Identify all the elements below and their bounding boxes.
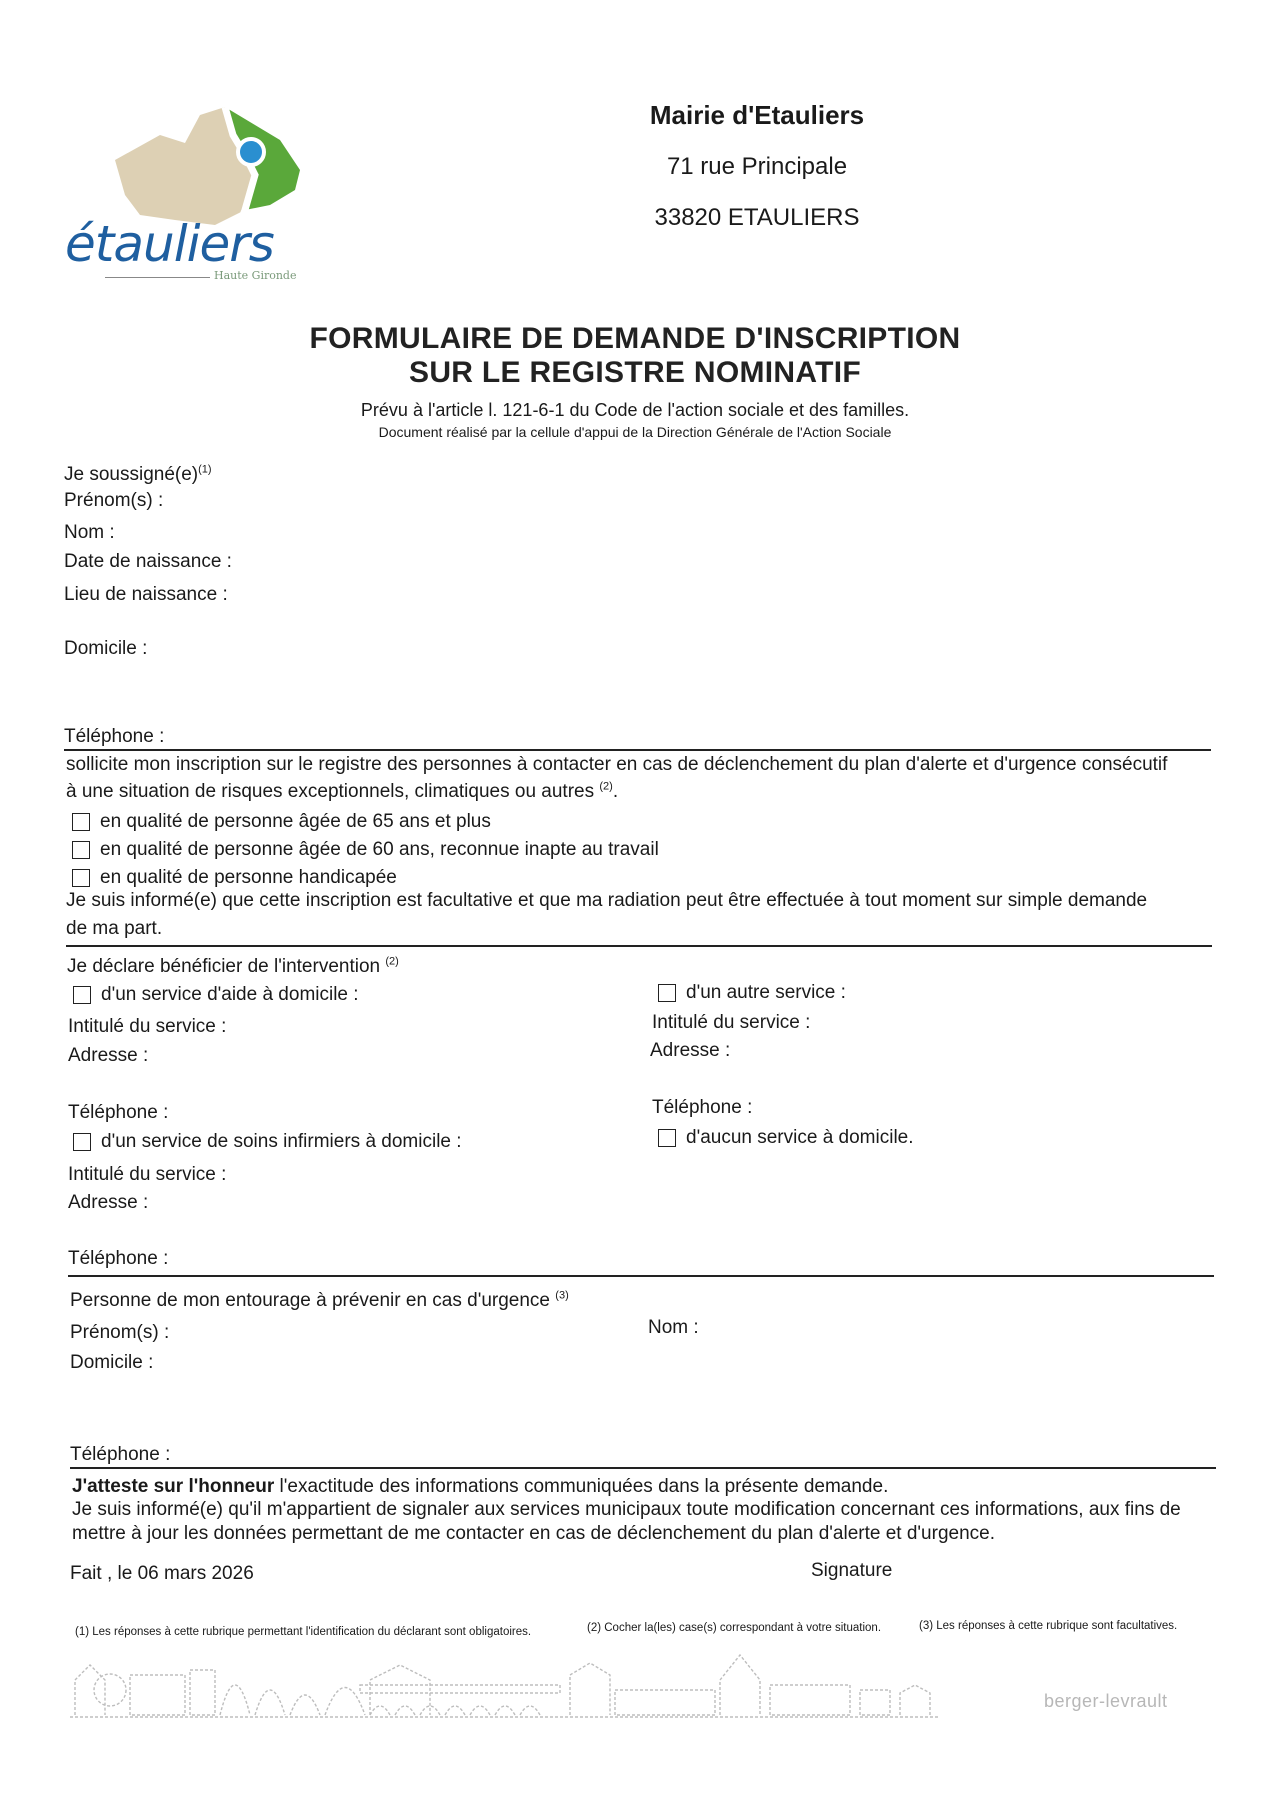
checkbox[interactable] bbox=[72, 813, 90, 831]
declarant-prenom-field[interactable]: Prénom(s) : bbox=[64, 490, 164, 511]
info-line1: Je suis informé(e) que cette inscription est facultative et que ma radiation peut être effectuée à tout moment sur simple demande bbox=[66, 890, 1148, 911]
logo-tagline: Haute Gironde bbox=[214, 269, 297, 282]
form-title-line1: FORMULAIRE DE DEMANDE D'INSCRIPTION bbox=[309, 322, 961, 355]
divider bbox=[66, 945, 1212, 947]
footnote-3: (3) Les réponses à cette rubrique sont facultatives. bbox=[919, 1620, 1178, 1632]
declarant-domicile-field[interactable]: Domicile : bbox=[64, 638, 148, 659]
divider bbox=[70, 1467, 1216, 1469]
declarant-nom-field[interactable]: Nom : bbox=[64, 522, 115, 543]
service1-telephone-field[interactable]: Téléphone : bbox=[68, 1102, 169, 1123]
logo-wordmark: étauliers bbox=[65, 215, 274, 273]
address-line1: 71 rue Principale bbox=[666, 153, 848, 180]
service-aucun-option[interactable]: d'aucun service à domicile. bbox=[658, 1127, 914, 1149]
legal-reference: Prévu à l'article l. 121-6-1 du Code de l'action sociale et des familles. bbox=[360, 400, 910, 420]
declarant-birthdate-field[interactable]: Date de naissance : bbox=[64, 551, 232, 572]
signature-label: Signature bbox=[811, 1560, 893, 1581]
service3-adresse-field[interactable]: Adresse : bbox=[650, 1040, 731, 1061]
municipal-logo bbox=[60, 95, 320, 295]
declarant-telephone-field[interactable]: Téléphone : bbox=[64, 726, 165, 747]
service2-adresse-field[interactable]: Adresse : bbox=[68, 1192, 149, 1213]
option-60-inapte[interactable]: en qualité de personne âgée de 60 ans, reconnue inapte au travail bbox=[72, 839, 659, 861]
contact-prenom-field[interactable]: Prénom(s) : bbox=[70, 1322, 170, 1343]
option-handicap[interactable]: en qualité de personne handicapée bbox=[72, 867, 397, 889]
document-credit: Document réalisé par la cellule d'appui de la Direction Générale de l'Action Sociale bbox=[378, 424, 892, 440]
service3-intitule-field[interactable]: Intitulé du service : bbox=[652, 1012, 811, 1033]
checkbox[interactable] bbox=[658, 984, 676, 1002]
date-place: Fait , le 06 mars 2026 bbox=[70, 1563, 254, 1584]
attestation-line1: J'atteste sur l'honneur l'exactitude des informations communiquées dans la présente demande. bbox=[72, 1476, 889, 1497]
service3-telephone-field[interactable]: Téléphone : bbox=[652, 1097, 753, 1118]
option-65-plus[interactable]: en qualité de personne âgée de 65 ans et plus bbox=[72, 811, 491, 833]
form-title-line2: SUR LE REGISTRE NOMINATIF bbox=[409, 356, 861, 389]
checkbox[interactable] bbox=[73, 1133, 91, 1151]
service2-telephone-field[interactable]: Téléphone : bbox=[68, 1248, 169, 1269]
checkbox[interactable] bbox=[72, 841, 90, 859]
service1-intitule-field[interactable]: Intitulé du service : bbox=[68, 1016, 227, 1037]
service2-intitule-field[interactable]: Intitulé du service : bbox=[68, 1164, 227, 1185]
contact-intro: Personne de mon entourage à prévenir en cas d'urgence $^{(3)}$ bbox=[70, 1289, 569, 1311]
logo-map-icon bbox=[105, 95, 305, 235]
contact-domicile-field[interactable]: Domicile : bbox=[70, 1352, 154, 1373]
checkbox[interactable] bbox=[73, 986, 91, 1004]
village-skyline-illustration bbox=[70, 1645, 1030, 1725]
divider bbox=[68, 1275, 1214, 1277]
attestation-line2: Je suis informé(e) qu'il m'appartient de signaler aux services municipaux toute modification concernant ces informations, aux fins de bbox=[72, 1499, 1181, 1520]
service-soins-infirmiers-option[interactable]: d'un service de soins infirmiers à domicile : bbox=[73, 1131, 462, 1153]
footnote-1: (1) Les réponses à cette rubrique permettant l'identification du déclarant sont obligatoires. bbox=[75, 1626, 532, 1638]
checkbox[interactable] bbox=[658, 1129, 676, 1147]
brand-watermark: berger-levrault bbox=[1044, 1691, 1168, 1711]
attestation-line3: mettre à jour les données permettant de me contacter en cas de déclenchement du plan d'alerte et d'urgence. bbox=[72, 1523, 995, 1544]
organization-name: Mairie d'Etauliers bbox=[649, 100, 865, 130]
service-autre-option[interactable]: d'un autre service : bbox=[658, 982, 846, 1004]
divider bbox=[64, 749, 1211, 751]
declarant-birthplace-field[interactable]: Lieu de naissance : bbox=[64, 584, 228, 605]
contact-telephone-field[interactable]: Téléphone : bbox=[70, 1444, 171, 1465]
request-text-line1: sollicite mon inscription sur le registre des personnes à contacter en cas de déclenchement du plan d'alerte et d'urgence consécutif bbox=[66, 754, 1168, 775]
service-aide-domicile-option[interactable]: d'un service d'aide à domicile : bbox=[73, 984, 359, 1006]
service1-adresse-field[interactable]: Adresse : bbox=[68, 1045, 149, 1066]
address-line2: 33820 ETAULIERS bbox=[654, 204, 860, 231]
footnote-2: (2) Cocher la(les) case(s) correspondant à votre situation. bbox=[587, 1622, 882, 1634]
services-intro: Je déclare bénéficier de l'intervention $^{(2)}$ bbox=[67, 955, 399, 977]
request-text-line2: à une situation de risques exceptionnels, climatiques ou autres $^{(2)}$. bbox=[66, 780, 619, 802]
info-line2: de ma part. bbox=[66, 918, 163, 939]
checkbox[interactable] bbox=[72, 869, 90, 887]
contact-nom-field[interactable]: Nom : bbox=[648, 1317, 699, 1338]
declarant-intro: Je $soussigné(e)^{(1)}$ bbox=[64, 463, 212, 485]
